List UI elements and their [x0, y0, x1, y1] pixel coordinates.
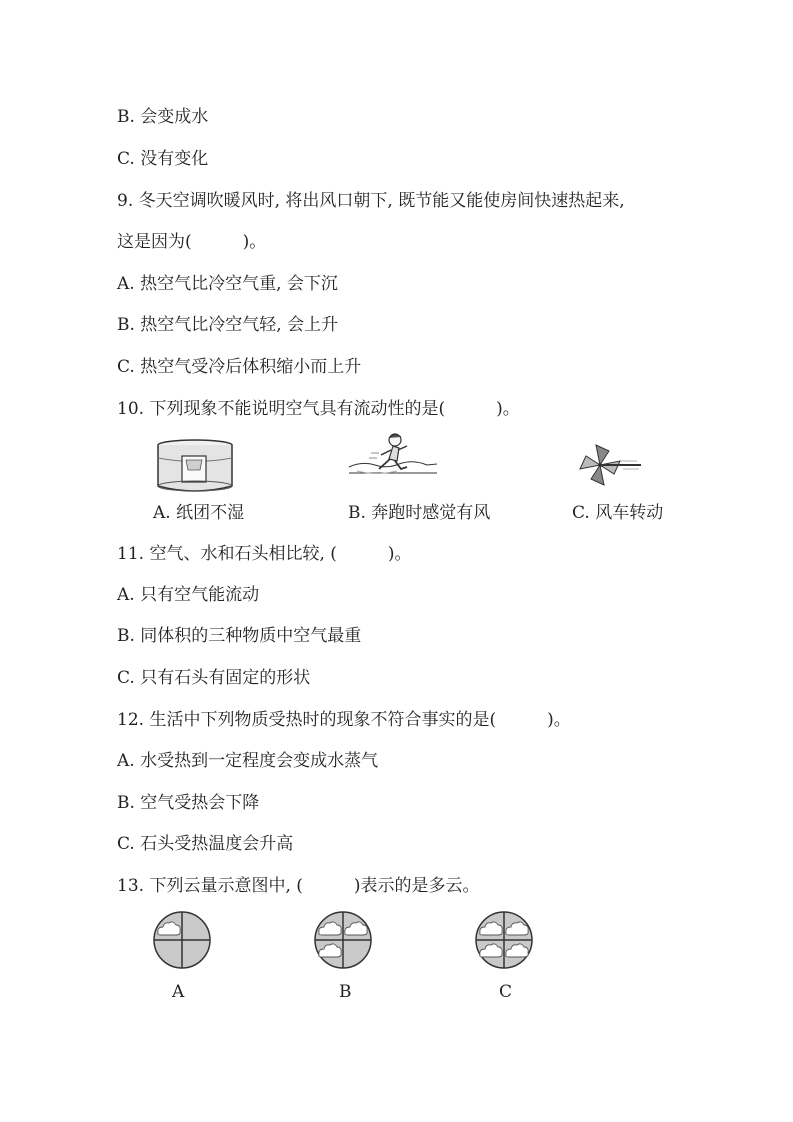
q9-option-c: C. 热空气受冷后体积缩小而上升 — [117, 357, 362, 377]
q13-label-c: C — [499, 982, 513, 1002]
q13-stem: 13. 下列云量示意图中, ( )表示的是多云。 — [117, 876, 480, 896]
cloud-cover-b-figure — [313, 910, 373, 970]
q9-stem-line1: 9. 冬天空调吹暖风时, 将出风口朝下, 既节能又能使房间快速热起来, — [117, 191, 625, 211]
q11-option-a: A. 只有空气能流动 — [117, 585, 260, 605]
q11-stem: 11. 空气、水和石头相比较, ( )。 — [117, 544, 412, 564]
q8-option-b: B. 会变成水 — [117, 107, 209, 127]
q12-option-b: B. 空气受热会下降 — [117, 793, 260, 813]
q10-option-a: A. 纸团不湿 — [153, 503, 245, 523]
water-tank-figure — [150, 436, 240, 496]
q12-stem: 12. 生活中下列物质受热时的现象不符合事实的是( )。 — [117, 710, 571, 730]
q13-label-b: B — [339, 982, 352, 1002]
q8-option-c: C. 没有变化 — [117, 149, 209, 169]
q9-stem-line2: 这是因为( )。 — [117, 232, 267, 252]
q10-stem: 10. 下列现象不能说明空气具有流动性的是( )。 — [117, 399, 520, 419]
q11-option-b: B. 同体积的三种物质中空气最重 — [117, 626, 362, 646]
q12-option-c: C. 石头受热温度会升高 — [117, 834, 294, 854]
q9-option-a: A. 热空气比冷空气重, 会下沉 — [117, 274, 338, 294]
cloud-cover-c-figure — [474, 910, 534, 970]
q10-option-b: B. 奔跑时感觉有风 — [348, 503, 491, 523]
q9-option-b: B. 热空气比冷空气轻, 会上升 — [117, 315, 339, 335]
q12-option-a: A. 水受热到一定程度会变成水蒸气 — [117, 751, 379, 771]
q13-label-a: A — [172, 982, 185, 1002]
cloud-cover-a-figure — [152, 910, 212, 970]
running-child-figure — [347, 431, 439, 491]
pinwheel-figure — [573, 442, 645, 492]
q11-option-c: C. 只有石头有固定的形状 — [117, 668, 311, 688]
q10-option-c: C. 风车转动 — [572, 503, 664, 523]
